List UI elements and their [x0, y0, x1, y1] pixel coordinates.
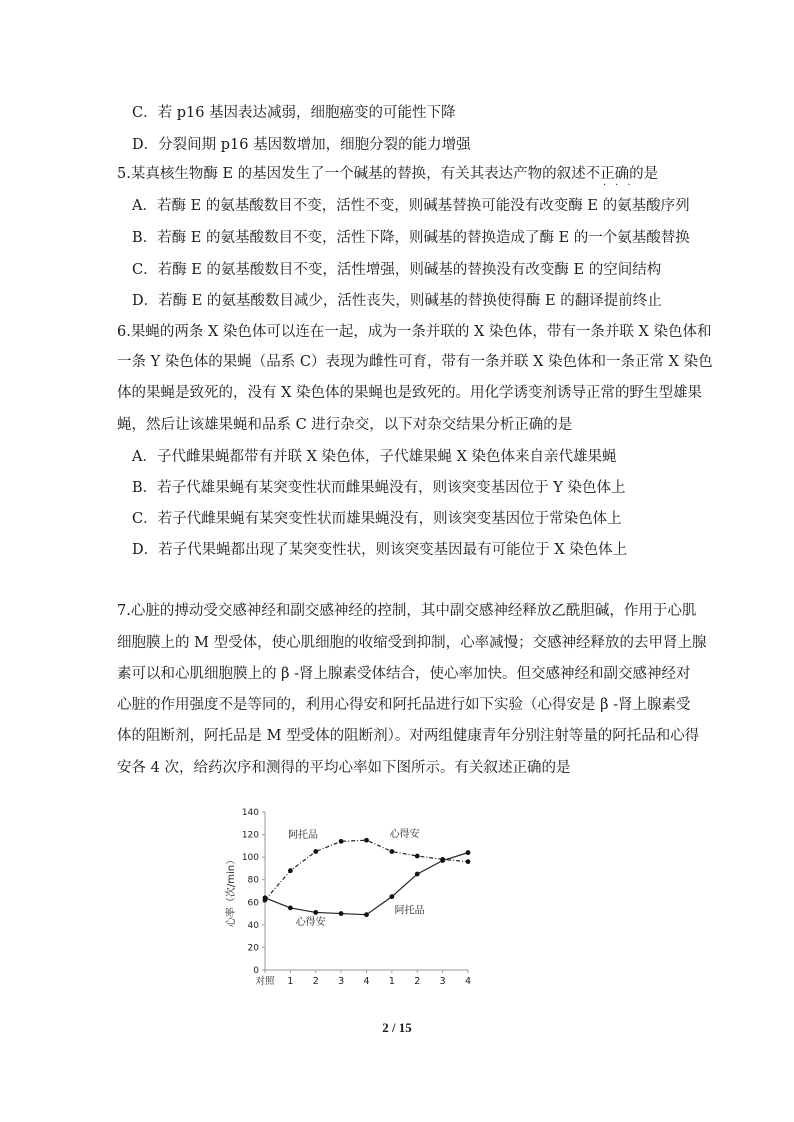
data-point	[313, 849, 318, 854]
x-tick-label: 1	[388, 976, 395, 987]
emphasis-dots: ···	[603, 180, 640, 191]
q7-stem-line: 7.心脏的搏动受交感神经和副交感神经的控制，其中副交感神经释放乙酰胆碱，作用于心肌	[117, 603, 697, 619]
data-point	[415, 872, 420, 877]
data-point	[364, 838, 369, 843]
y-tick-label: 100	[241, 853, 259, 864]
data-point	[389, 894, 394, 899]
series-label: 阿托品	[288, 829, 319, 841]
series-line	[265, 853, 468, 915]
q4-option-d: D．分裂间期 p16 基因数增加，细胞分裂的能力增强	[132, 137, 471, 153]
q6-option-d: D．若子代果蝇都出现了某突变性状，则该突变基因最有可能位于 X 染色体上	[132, 542, 628, 558]
q7-stem-line: 安各 4 次，给药次序和测得的平均心率如下图所示。有关叙述正确的是	[117, 760, 571, 776]
data-point	[339, 911, 344, 916]
x-tick-label: 1	[287, 976, 294, 987]
q6-option-c: C．若子代雌果蝇有某突变性状而雄果蝇没有，则该突变基因位于常染色体上	[132, 511, 622, 527]
q5-stem: 5.某真核生物酶 E 的基因发生了一个碱基的替换，有关其表达产物的叙述不正确的是	[117, 166, 659, 182]
q5-option-d: D．若酶 E 的氨基酸数目减少，活性丧失，则碱基的替换使得酶 E 的翻译提前终止	[132, 293, 662, 309]
q4-option-c: C．若 p16 基因表达减弱，细胞癌变的可能性下降	[132, 105, 456, 121]
x-tick-label: 4	[464, 976, 472, 987]
y-tick-label: 40	[247, 920, 259, 931]
q6-stem-line: 蝇，然后让该雄果蝇和品系 C 进行杂交，以下对杂交结果分析正确的是	[117, 417, 573, 433]
x-tick-label: 3	[439, 976, 446, 987]
q6-stem-line: 体的果蝇是致死的，没有 X 染色体的果蝇也是致死的。用化学诱变剂诱导正常的野生型雄果	[117, 385, 703, 401]
data-point	[313, 910, 318, 915]
data-point	[389, 849, 394, 854]
page-number: 2 / 15	[382, 1020, 412, 1035]
x-tick-label: 3	[338, 976, 345, 987]
y-axis-label: 心率（次/min）	[226, 854, 237, 928]
data-point	[364, 912, 369, 917]
y-tick-label: 140	[241, 808, 259, 818]
q6-stem-line: 6.果蝇的两条 X 染色体可以连在一起，成为一条并联的 X 染色体，带有一条并联 X 染色体和	[117, 324, 712, 340]
q7-stem-line: 素可以和心肌细胞膜上的 β -肾上腺素受体结合，使心率加快。但交感神经和副交感神经对	[117, 666, 691, 682]
y-tick-label: 80	[247, 875, 259, 886]
data-point	[466, 859, 471, 864]
q5-option-a: A．若酶 E 的氨基酸数目不变，活性不变，则碱基替换可能没有改变酶 E 的氨基酸序列	[132, 198, 690, 214]
q6-option-a: A．子代雌果蝇都带有并联 X 染色体，子代雄果蝇 X 染色体来自亲代雄果蝇	[132, 449, 617, 465]
x-tick-label: 对照	[255, 976, 275, 987]
q7-stem-line: 体的阻断剂，阿托品是 M 型受体的阻断剂）。对两组健康青年分别注射等量的阿托品和心得	[117, 728, 700, 744]
y-tick-label: 60	[247, 898, 259, 909]
y-tick-label: 0	[253, 966, 259, 976]
series-label: 心得安	[389, 828, 420, 840]
q5-option-b: B．若酶 E 的氨基酸数目不变，活性下降，则碱基的替换造成了酶 E 的一个氨基酸替换	[132, 230, 690, 246]
q7-stem-line: 细胞膜上的 M 型受体，使心肌细胞的收缩受到抑制，心率减慢；交感神经释放的去甲肾上腺	[117, 635, 707, 651]
data-point	[288, 906, 293, 911]
series-line	[265, 840, 468, 900]
data-point	[263, 895, 268, 900]
q7-stem-line: 心脏的作用强度不是等同的，利用心得安和阿托品进行如下实验（心得安是 β -肾上腺素受	[117, 697, 691, 713]
x-tick-label: 2	[312, 976, 319, 987]
heart-rate-chart	[220, 800, 490, 995]
x-tick-label: 4	[363, 976, 370, 987]
x-tick-label: 2	[414, 976, 421, 987]
q6-option-b: B．若子代雄果蝇有某突变性状而雌果蝇没有，则该突变基因位于 Y 染色体上	[132, 480, 626, 496]
data-point	[339, 839, 344, 844]
q6-stem-line: 一条 Y 染色体的果蝇（品系 C）表现为雌性可育，带有一条并联 X 染色体和一条正常 X 染色	[117, 354, 713, 370]
data-point	[440, 858, 445, 863]
y-tick-label: 20	[247, 943, 259, 954]
y-tick-label: 120	[241, 830, 259, 841]
series-label: 心得安	[295, 916, 326, 928]
data-point	[415, 854, 420, 859]
data-point	[466, 850, 471, 855]
data-point	[288, 868, 293, 873]
q5-option-c: C．若酶 E 的氨基酸数目不变，活性增强，则碱基的替换没有改变酶 E 的空间结构	[132, 262, 662, 278]
series-label: 阿托品	[394, 905, 425, 917]
